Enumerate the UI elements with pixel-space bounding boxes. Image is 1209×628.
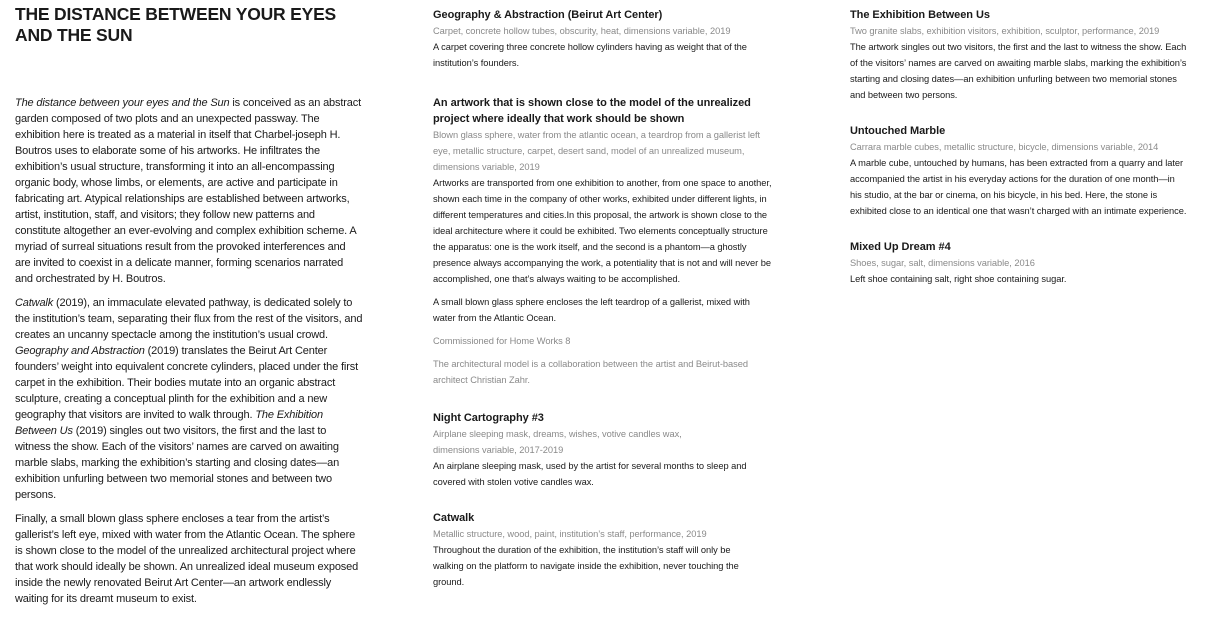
- work-materials: Carpet, concrete hollow tubes, obscurity, heat, dimensions variable, 2019: [433, 26, 731, 36]
- work-description: Throughout the duration of the exhibition, the institution’s staff will only be walking on the platform to navigate inside the exhibition, never touching the ground.: [433, 545, 739, 587]
- work-description: An airplane sleeping mask, used by the artist for several months to sleep and covered with stolen votive candles wax.: [433, 461, 747, 487]
- work-entry: [433, 510, 773, 590]
- work-title: The Exhibition Between Us: [850, 9, 990, 21]
- work-description: The artwork singles out two visitors, the first and the last to witness the show. Each of the visitors’ names are carved on awaiting marble slabs, marking the exhibition’s starting and closing dates—an exhibition unfurling between two memorial stones and between two persons.: [850, 42, 1187, 100]
- intro-text-body: (2019) singles out two visitors, the first and the last to witness the show. Each of the visitors’ names are carved on awaiting marble slabs, marking the exhibition’s starting and closing dates—an exhibition unfurling between two memorial stones and between two persons.: [15, 425, 340, 501]
- page-title: THE DISTANCE BETWEEN YOUR EYES AND THE SUN: [15, 4, 337, 45]
- work-materials: Two granite slabs, exhibition visitors, exhibition, sculptor, performance, 2019: [850, 26, 1160, 36]
- work-materials: Airplane sleeping mask, dreams, wishes, votive candles wax, dimensions variable, 2017-2019: [433, 429, 682, 455]
- work-extra: A small blown glass sphere encloses the left teardrop of a gallerist, mixed with water from the Atlantic Ocean.: [433, 297, 750, 323]
- work-entry: [433, 410, 773, 490]
- work-title: Night Cartography #3: [433, 412, 544, 424]
- intro-paragraph: Finally, a small blown glass sphere encloses a tear from the artist’s gallerist’s left eye, mixed with water from the Atlantic Ocean. The sphere is shown close to the model of the unrealized architectural project where that work should ideally be shown. An unrealized ideal museum exposed inside the newly renovated Beirut Art Center—an artwork endlessly waiting for its dreamt museum to exist.: [15, 513, 359, 605]
- intro-text-body: (2019) translates the Beirut Art Center founders’ weight into equivalent concrete cylinders, placed under the first carpet in the exhibition. Their bodies mutate into an organic abstract sculpture, creating a conceptual plinth for the exhibition and a new geography that visitors are invited to walk through.: [15, 345, 358, 421]
- work-materials: Metallic structure, wood, paint, institution’s staff, performance, 2019: [433, 529, 707, 539]
- work-entry: [850, 7, 1188, 103]
- work-entry: [850, 239, 1188, 287]
- work-description: Artworks are transported from one exhibition to another, from one space to another, shown each time in the company of other works, exhibited under different lights, in different temperatures and cities.In this proposal, the artwork is shown close to the ideal architecture where it could be exhibited. Two elements conceptually structure the apparatus: one is the work itself, and the second is a phantom—a ghostly presence always accompanying the work, a potentiality that is not and will never be accomplished, one that’s always waiting to be accomplished.: [433, 178, 772, 284]
- work-description: A carpet covering three concrete hollow cylinders having as weight that of the institution’s founders.: [433, 42, 747, 68]
- intro-paragraph: [15, 295, 363, 503]
- italic-exhibition-between-us: The Exhibition Between Us: [15, 409, 323, 437]
- intro-text-body: is conceived as an abstract garden composed of two plots and an unexpected passway. The exhibition here is treated as a material in itself that Charbel-joseph H. Boutros uses to elaborate some of his artworks. He infiltrates the exhibition’s usual structure, transforming it into an all-encompassing organic body, whose limbs, or elements, are active and participate in fabricating art. Atypical relationships are established between artworks, artist, institution, staff, and visitors; they follow new patterns and constitute altogether an ever-evolving and complex exhibition scheme. A myriad of surreal situations result from the provoked interferences and are invited to coexist in a delicate manner, forming scenarios narrated and orchestrated by H. Boutros.: [15, 97, 362, 285]
- work-note: Commissioned for Home Works 8: [433, 336, 571, 346]
- work-title: An artwork that is shown close to the model of the unrealized project where ideally that work should be shown: [433, 97, 751, 125]
- intro-title-italic: The distance between your eyes and the Sun: [15, 97, 230, 109]
- works-column-3: [850, 7, 1188, 311]
- work-materials: Blown glass sphere, water from the atlantic ocean, a teardrop from a gallerist left eye, metallic structure, carpet, desert sand, model of an unrealized museum, dimensions variable, 2019: [433, 130, 761, 172]
- work-title: Geography & Abstraction (Beirut Art Center): [433, 9, 663, 21]
- intro-text-body: (2019), an immaculate elevated pathway, is dedicated solely to the institution’s team, separating their flux from the rest of the visitors, and creates an uncanny spectacle among the institution’s usual crowd.: [15, 297, 363, 341]
- work-note: The architectural model is a collaboration between the artist and Beirut-based architect Christian Zahr.: [433, 359, 748, 385]
- work-materials: Shoes, sugar, salt, dimensions variable, 2016: [850, 258, 1035, 268]
- intro-paragraph: [15, 95, 363, 287]
- work-title: Catwalk: [433, 512, 475, 524]
- work-entry: [433, 95, 773, 388]
- work-title: Mixed Up Dream #4: [850, 241, 951, 253]
- works-column-2: [433, 7, 773, 614]
- work-entry: [850, 123, 1188, 219]
- italic-geography: Geography and Abstraction: [15, 345, 145, 357]
- intro-text: [15, 95, 363, 615]
- italic-catwalk: Catwalk: [15, 297, 54, 309]
- work-entry: [433, 7, 773, 71]
- work-description: Left shoe containing salt, right shoe containing sugar.: [850, 274, 1067, 284]
- work-description: A marble cube, untouched by humans, has been extracted from a quarry and later accompanied the artist in his everyday actions for the duration of one month—in his studio, at the bar or cinema, on his bicycle, in his bed. Here, the stone is exhibited close to an identical one that wasn’t charged with an intimate experience.: [850, 158, 1187, 216]
- work-title: Untouched Marble: [850, 125, 946, 137]
- work-materials: Carrara marble cubes, metallic structure, bicycle, dimensions variable, 2014: [850, 142, 1159, 152]
